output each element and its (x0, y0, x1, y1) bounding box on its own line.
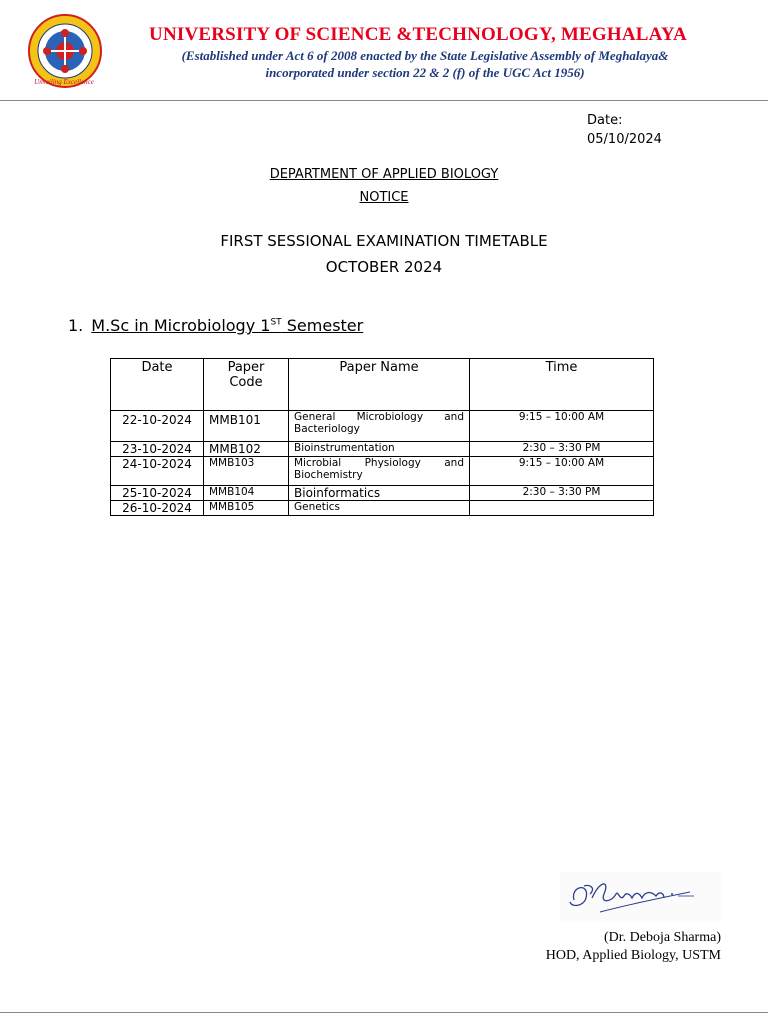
row-code: MMB105 (204, 501, 289, 516)
row-time: 2:30 – 3:30 PM (470, 442, 654, 457)
subtitle-line-2: incorporated under section 22 & 2 (f) of the UGC Act 1956) (265, 65, 585, 80)
row-date: 24-10-2024 (111, 457, 204, 486)
section-title-text: M.Sc in Microbiology 1 (91, 316, 271, 335)
header-paper-code: Paper Code (204, 359, 289, 411)
department-title: DEPARTMENT OF APPLIED BIOLOGY (269, 167, 499, 182)
university-name: UNIVERSITY OF SCIENCE &TECHNOLOGY, MEGHALAYA (149, 24, 687, 45)
signatory-designation: HOD, Applied Biology, USTM (545, 948, 721, 963)
header-date: Date (111, 359, 204, 411)
section-heading (68, 316, 363, 335)
row-code: MMB104 (204, 486, 289, 501)
university-subtitle (140, 47, 710, 81)
row-time: 9:15 – 10:00 AM (470, 457, 654, 486)
section-title-suffix: Semester (281, 316, 364, 335)
table-row (111, 411, 654, 442)
table-header-row (111, 359, 654, 411)
table-row (111, 457, 654, 486)
section-superscript: ST (270, 317, 282, 328)
header-divider (0, 100, 768, 101)
row-name: Bioinstrumentation (289, 442, 470, 457)
table-row (111, 442, 654, 457)
exam-timetable (110, 358, 654, 516)
table-row (111, 501, 654, 516)
exam-title: FIRST SESSIONAL EXAMINATION TIMETABLE (220, 232, 548, 250)
row-date: 23-10-2024 (111, 442, 204, 457)
header-time: Time (470, 359, 654, 411)
table-row (111, 486, 654, 501)
row-date: 26-10-2024 (111, 501, 204, 516)
header-paper-name: Paper Name (289, 359, 470, 411)
date-label: Date: (587, 113, 623, 128)
section-title (91, 316, 363, 335)
signatory-name: (Dr. Deboja Sharma) (603, 930, 721, 945)
logo-tagline: Unveiling Excellence (34, 78, 94, 86)
row-name: Microbial Physiology and Biochemistry (289, 457, 470, 486)
row-date: 25-10-2024 (111, 486, 204, 501)
date-value: 05/10/2024 (587, 132, 662, 147)
section-number: 1. (68, 316, 84, 335)
row-time: 2:30 – 3:30 PM (470, 486, 654, 501)
row-code: MMB102 (204, 442, 289, 457)
row-date: 22-10-2024 (111, 411, 204, 442)
exam-month: OCTOBER 2024 (325, 258, 443, 276)
footer-divider (0, 1012, 768, 1013)
row-time (470, 501, 654, 516)
subtitle-line-1: (Established under Act 6 of 2008 enacted by the State Legislative Assembly of Meghalaya& (181, 48, 669, 63)
row-name: Genetics (289, 501, 470, 516)
row-code: MMB101 (204, 411, 289, 442)
row-name: General Microbiology and Bacteriology (289, 411, 470, 442)
notice-label: NOTICE (359, 190, 409, 205)
signature-icon (560, 872, 722, 922)
row-time: 9:15 – 10:00 AM (470, 411, 654, 442)
row-code: MMB103 (204, 457, 289, 486)
row-name: Bioinformatics (289, 486, 470, 501)
